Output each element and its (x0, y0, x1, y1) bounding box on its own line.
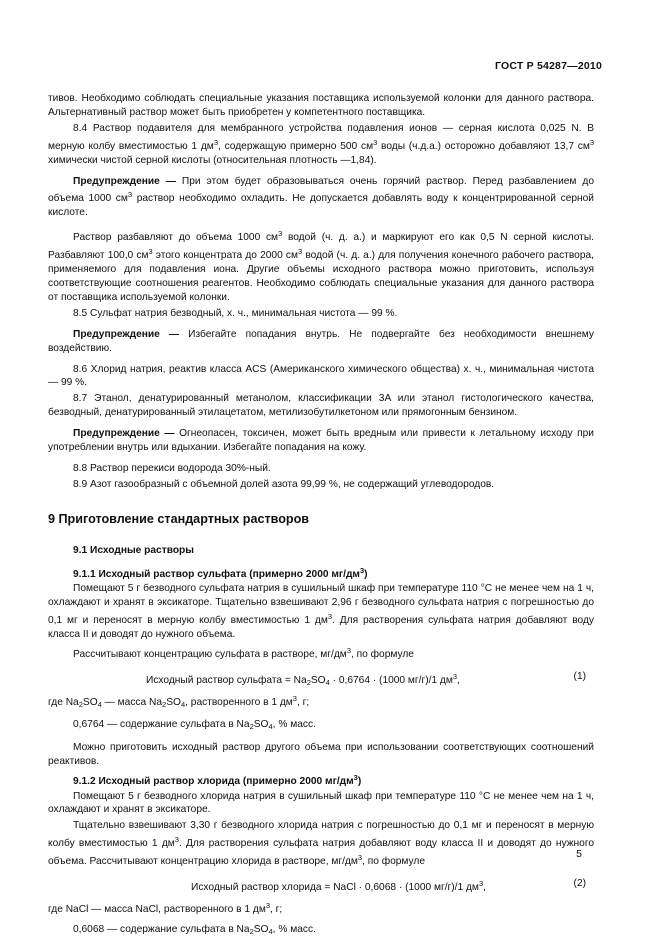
warning-1: Предупреждение — При этом будет образовываться очень горячий раствор. Перед разбавлением до объема 1000 $см^3$ раствор необходимо охладить. Не допускается добавлять воду к концентрированной серной кислоте. (48, 175, 595, 219)
formula-1-where-2: 0,6764 — содержание сульфата в $Na_2SO_4$, % масс. (73, 718, 316, 731)
document-body (48, 92, 594, 945)
page-number: 5 (576, 848, 582, 860)
warning-label: Предупреждение — (73, 428, 175, 440)
section-9-title: 9 Приготовление стандартных растворов (48, 511, 310, 526)
warning-label: Предупреждение — (73, 175, 176, 187)
paragraph-9-1-1-body: Помещают 5 г безводного сульфата натрия в сушильный шкаф при температуре 110 °С не менее чем на 1 ч, охлаждают и хранят в эксикаторе. Тщательно взвешивают 2,96 г безводного сульфата натрия с погрешностью до 0,1 мг и переносят в мерную колбу вместимостью 1 $дм^3$. Для растворения сульфата натрия добавляют воду класса II и доводят до нужного объема. (48, 583, 594, 641)
formula-2-where-1: где NaCl — масса NaCl, растворенного в 1 $дм^3$, г; (48, 901, 283, 916)
warning-label: Предупреждение — (73, 328, 180, 340)
document-header: ГОСТ Р 54287—2010 (494, 60, 602, 72)
paragraph-continuation: тивов. Необходимо соблюдать специальные указания поставщика используемой колонки для данного раствора. Альтернативный раствор может быть приобретен у компетентного поставщика. (48, 93, 594, 118)
warning-3: Предупреждение — Огнеопасен, токсичен, может быть вредным или привести к летальному исходу при употреблении внутрь или вдыхании. Избегайте попадания на кожу. (48, 428, 594, 454)
paragraph-8-4: 8.4 Раствор подавителя для мембранного устройства подавления ионов — серная кислота 0,025 N. В мерную колбу вместимостью 1 $дм^3$, содержащую примерно 500 $см^3$ воды (ч.д.а.) осторожно добавляют 13,7 $см^3$ химически чистой серной кислоты (относительная плотность —1,84). (48, 122, 595, 166)
paragraph-8-6: 8.6 Хлорид натрия, реактив класса ACS (Американского химического общества) х. ч., минимальная чистота — 99 %. (48, 363, 594, 389)
warning-2: Предупреждение — Избегайте попадания внутрь. Не подвергайте без необходимости внешнему воздействию. (48, 328, 594, 354)
paragraph-9-1-2-body: Помещают 5 г безводного хлорида натрия в сушильный шкаф при температуре 110 °С не менее чем на 1 ч, охлаждают и хранят в эксикаторе. (48, 790, 594, 816)
formula-1-expression: Исходный раствор сульфата = $Na_2SO_4 \cdot 0,6764 \cdot (1000$ мг/г)/1 $дм^3$, (146, 672, 460, 687)
formula-2-number: (2) (573, 878, 586, 890)
paragraph-8-9: 8.9 Азот газообразный с объемной долей азота 99,99 %, не содержащий углеводородов. (73, 478, 495, 490)
formula-2-where-2: 0,6068 — содержание сульфата в $Na_2SO_4$, % масс. (73, 923, 316, 936)
formula-1 (48, 664, 594, 692)
paragraph-8-5: 8.5 Сульфат натрия безводный, х. ч., минимальная чистота — 99 %. (73, 307, 398, 319)
paragraph-dilution: Раствор разбавляют до объема 1000 $см^3$ водой (ч. д. а.) и маркируют его как 0,5 N серной кислоты. Разбавляют 100,0 $см^3$ этого концентрата до 2000 $см^3$ водой (ч. д. а.) для получения конечного рабочего раствора, применяемого для подавления иона. Другие объемы исходного раствора можно приготовить, используя соответствующие соотношения реагентов. Необходимо соблюдать специальные указания для данного раствора от поставщика используемой колонки. (48, 229, 594, 303)
formula-2-expression: Исходный раствор хлорида = NaCl · 0,6068 · (1000 мг/г)/1 $дм^3$, (191, 879, 486, 894)
formula-1-where-1: где $Na_2SO_4$ — масса $Na_2SO_4$, растворенного в 1 $дм^3$, г; (48, 694, 310, 709)
paragraph-9-1-2-calc: Тщательно взвешивают 3,30 г безводного хлорида натрия с погрешностью до 0,1 мг и переносят в мерную колбу вместимостью 1 $дм^3$. Для растворения сульфата натрия добавляют воду класса II и доводят до нужного объема. Рассчитывают концентрацию хлорида в растворе, $мг/дм^3$, по формуле (48, 820, 594, 868)
subsection-9-1-1-title: 9.1.1 Исходный раствор сульфата (примерно 2000 $мг/дм^3$) (73, 565, 368, 580)
paragraph-9-1-1-calc: Рассчитывают концентрацию сульфата в растворе, $мг/дм^3$, по формуле (73, 646, 414, 661)
subsection-9-1-2-title: 9.1.2 Исходный раствор хлорида (примерно 2000 $мг/дм^3$) (73, 772, 362, 787)
formula-2 (48, 871, 594, 899)
paragraph-9-1-1-note: Можно приготовить исходный раствор другого объема при использовании соответствующих соотношений реактивов. (48, 741, 594, 767)
paragraph-8-7: 8.7 Этанол, денатурированный метанолом, классификации 3A или этанол гистологического качества, безводный, денатурированный этилацетатом, метилизобутилкетоном или прямогонным бензином. (48, 393, 594, 419)
formula-1-number: (1) (573, 671, 586, 682)
paragraph-8-8: 8.8 Раствор перекиси водорода 30%-ный. (73, 462, 271, 474)
subsection-9-1-title: 9.1 Исходные растворы (73, 544, 194, 556)
